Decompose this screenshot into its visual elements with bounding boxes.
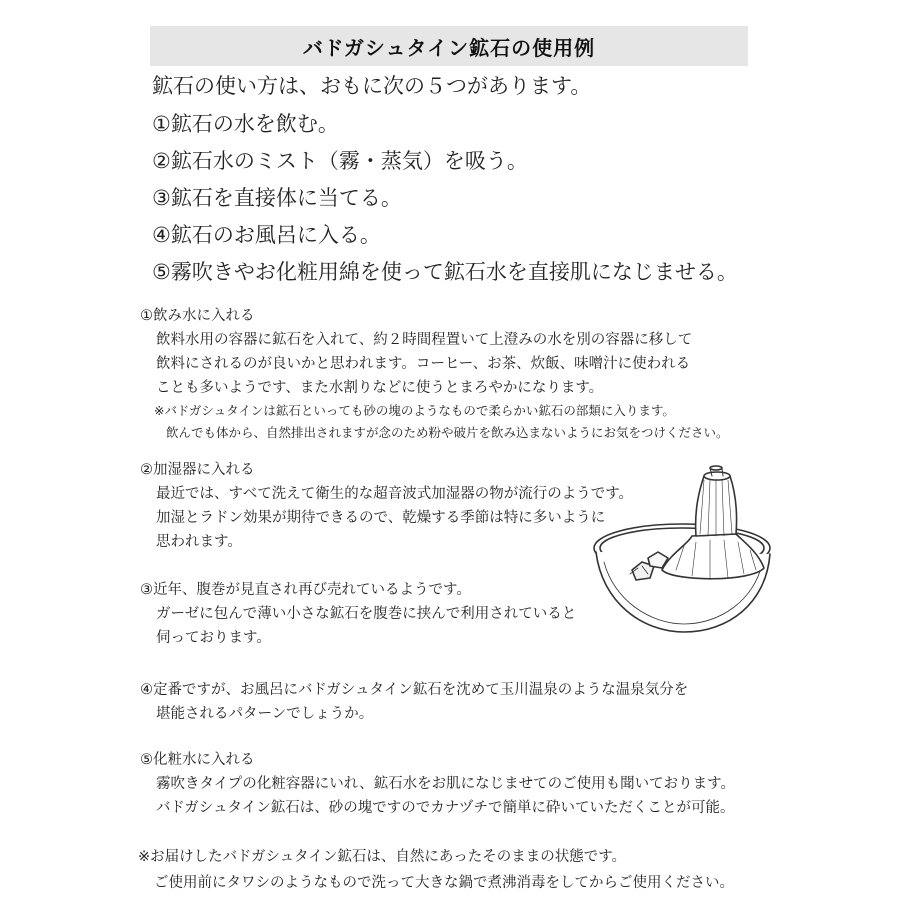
- usage-item: ①鉱石の水を飲む。: [152, 112, 339, 136]
- humidifier-illustration-icon: [592, 462, 788, 640]
- section-line: ガーゼに包んで薄い小さな鉱石を腹巻に挟んで利用されていると: [156, 606, 577, 622]
- section-heading: ④定番ですが、お風呂にバドガシュタイン鉱石を沈めて玉川温泉のような温泉気分を: [140, 682, 689, 698]
- note-line: 飲んでも体から、自然排出されますが念のため粉や破片を飲み込まないようにお気をつけください。: [166, 425, 729, 440]
- title-banner: [150, 26, 748, 66]
- usage-item: ④鉱石のお風呂に入る。: [152, 223, 381, 247]
- section-line: 飲料水用の容器に鉱石を入れて、約２時間程置いて上澄みの水を別の容器に移して: [156, 332, 693, 348]
- footer-line: ご使用前にタワシのようなもので洗って大きな鍋で煮沸消毒をしてからご使用ください。: [154, 875, 734, 891]
- footer-note: [138, 844, 734, 896]
- section-lotion: [140, 748, 735, 820]
- section-bath: [140, 678, 688, 726]
- usage-item: ⑤霧吹きやお化粧用綿を使って鉱石水を直接肌になじませる。: [152, 260, 738, 284]
- caution-note: [140, 400, 729, 444]
- section-humidifier: [140, 458, 633, 554]
- section-line: 堪能されるパターンでしょうか。: [156, 706, 374, 722]
- usage-item: ②鉱石水のミスト（霧・蒸気）を吸う。: [152, 149, 528, 173]
- section-line: 思われます。: [156, 534, 242, 550]
- section-line: 加湿とラドン効果が期待できるので、乾燥する季節は特に多いように: [156, 510, 606, 526]
- page-title: バドガシュタイン鉱石の使用例: [302, 35, 596, 60]
- section-line: 伺っております。: [156, 630, 271, 646]
- section-heading: ②加湿器に入れる: [140, 462, 255, 478]
- section-drinking-water: [140, 304, 729, 444]
- section-heading: ⑤化粧水に入れる: [140, 752, 255, 768]
- section-line: 飲料にされるのが良いかと思われます。コーヒー、お茶、炊飯、味噌汁に使われる: [156, 356, 691, 372]
- section-line: バドガシュタイン鉱石は、砂の塊ですのでカナヅチで簡単に砕いていただくことが可能。: [156, 800, 735, 816]
- section-heading: ③近年、腹巻が見直され再び売れているようです。: [140, 582, 471, 598]
- usage-item: ③鉱石を直接体に当てる。: [152, 186, 402, 210]
- section-heading: ①飲み水に入れる: [140, 308, 255, 324]
- section-haramaki: [140, 578, 576, 650]
- section-line: 霧吹きタイプの化粧容器にいれ、鉱石水をお肌になじませてのご使用も聞いております。: [156, 776, 735, 792]
- footer-line: ※お届けしたバドガシュタイン鉱石は、自然にあったそのままの状態です。: [138, 849, 627, 865]
- intro-text: 鉱石の使い方は、おもに次の５つがあります。: [152, 74, 592, 98]
- section-line: ことも多いようです、また水割りなどに使うとまろやかになります。: [156, 380, 604, 396]
- note-line: ※バドガシュタインは鉱石といっても砂の塊のようなもので柔らかい鉱石の部類に入ります。: [154, 403, 675, 418]
- section-line: 最近では、すべて洗えて衛生的な超音波式加湿器の物が流行のようです。: [156, 486, 634, 502]
